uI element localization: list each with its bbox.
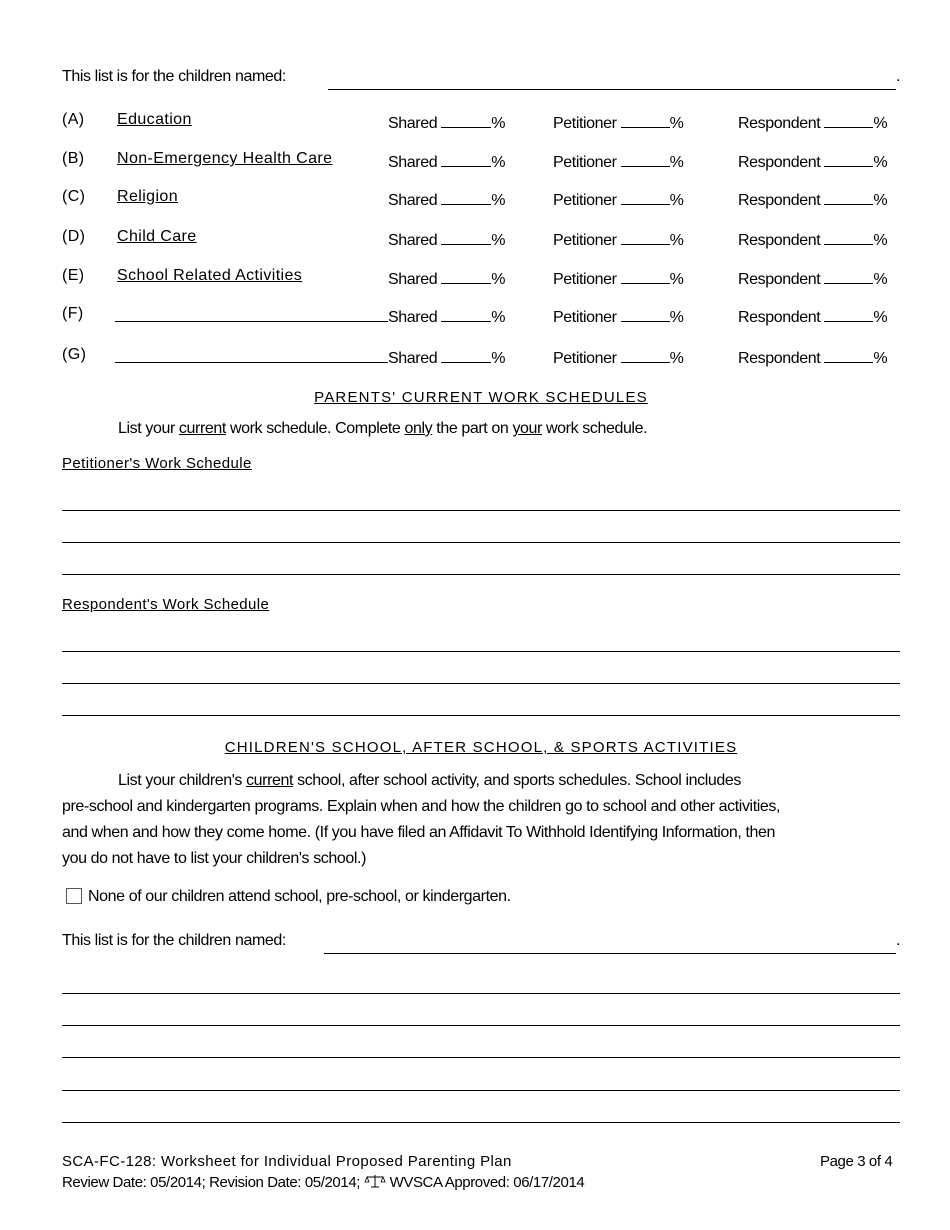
petitioner-percent-field[interactable] — [621, 305, 670, 322]
decision-letter: (A) — [62, 111, 85, 128]
percent-sign: % — [669, 350, 684, 367]
petitioner-label: Petitioner — [553, 154, 617, 171]
shared-group — [388, 111, 505, 133]
shared-percent-field[interactable] — [441, 305, 491, 322]
percent-sign: % — [491, 232, 506, 249]
shared-group — [388, 228, 505, 250]
percent-sign: % — [669, 192, 684, 209]
percent-sign: % — [873, 232, 888, 249]
petitioner-label: Petitioner — [553, 271, 617, 288]
percent-sign: % — [669, 154, 684, 171]
petitioner-percent-field[interactable] — [621, 150, 670, 167]
percent-sign: % — [873, 154, 888, 171]
school-children-named-field[interactable] — [324, 953, 896, 954]
decision-label: School Related Activities — [117, 267, 303, 284]
decision-letter: (G) — [62, 346, 87, 363]
decision-label: Religion — [117, 188, 179, 205]
no-school-checkbox[interactable] — [66, 888, 82, 904]
decision-letter: (F) — [62, 305, 84, 322]
work-schedules-heading: PARENTS' CURRENT WORK SCHEDULES — [314, 389, 648, 406]
decision-label: Non-Emergency Health Care — [117, 150, 333, 167]
respondent-label: Respondent — [738, 309, 821, 326]
petitioner-group — [553, 228, 683, 250]
percent-sign: % — [873, 350, 888, 367]
school-schedule-line[interactable] — [62, 993, 900, 994]
shared-label: Shared — [388, 154, 438, 171]
petitioner-group — [553, 188, 683, 210]
respondent-label: Respondent — [738, 271, 821, 288]
shared-percent-field[interactable] — [441, 150, 491, 167]
petitioner-group — [553, 346, 683, 368]
respondent-group — [738, 188, 887, 210]
no-school-checkbox-label: None of our children attend school, pre-school, or kindergarten. — [88, 888, 511, 905]
school-schedule-line[interactable] — [62, 1090, 900, 1091]
decision-row — [62, 228, 902, 252]
percent-sign: % — [873, 271, 888, 288]
decision-row — [62, 305, 902, 329]
period: . — [896, 932, 901, 949]
work-instructions: List your current work schedule. Complete only the part on your work schedule. — [118, 420, 648, 437]
respondent-percent-field[interactable] — [824, 228, 873, 245]
school-instructions: List your children's current school, after school activity, and sports schedules. School includes pre-school and kindergarten programs. Explain when and how the children go to school and other activities, and when and how they come home. (If you have filed an Affidavit To Withhold Identifying Information, then you do not have to list your children's school.) — [62, 772, 781, 867]
decision-label-field[interactable] — [115, 362, 388, 363]
period: . — [896, 68, 901, 85]
respondent-schedule-label: Respondent's Work Schedule — [62, 596, 270, 613]
respondent-percent-field[interactable] — [824, 150, 873, 167]
children-named-field[interactable] — [328, 89, 896, 90]
shared-label: Shared — [388, 309, 438, 326]
petitioner-group — [553, 150, 683, 172]
shared-group — [388, 267, 505, 289]
petitioner-group — [553, 305, 683, 327]
petitioner-percent-field[interactable] — [621, 188, 670, 205]
respondent-label: Respondent — [738, 192, 821, 209]
children-named-label: This list is for the children named: — [62, 68, 286, 85]
respondent-percent-field[interactable] — [824, 305, 873, 322]
decision-row — [62, 188, 902, 212]
decision-letter: (C) — [62, 188, 86, 205]
petitioner-label: Petitioner — [553, 232, 617, 249]
percent-sign: % — [491, 115, 506, 132]
shared-label: Shared — [388, 192, 438, 209]
respondent-group — [738, 111, 887, 133]
shared-group — [388, 150, 505, 172]
school-schedule-line[interactable] — [62, 1025, 900, 1026]
petitioner-schedule-label: Petitioner's Work Schedule — [62, 455, 252, 472]
respondent-percent-field[interactable] — [824, 188, 873, 205]
footer-form-title: SCA-FC-128: Worksheet for Individual Proposed Parenting Plan — [62, 1153, 512, 1170]
school-children-named-label: This list is for the children named: — [62, 932, 286, 949]
shared-label: Shared — [388, 271, 438, 288]
shared-label: Shared — [388, 350, 438, 367]
petitioner-percent-field[interactable] — [621, 111, 670, 128]
shared-percent-field[interactable] — [441, 111, 491, 128]
respondent-label: Respondent — [738, 350, 821, 367]
respondent-group — [738, 150, 887, 172]
shared-group — [388, 188, 505, 210]
scales-of-justice-icon — [364, 1174, 386, 1188]
school-schedule-line[interactable] — [62, 1057, 900, 1058]
petitioner-percent-field[interactable] — [621, 267, 670, 284]
percent-sign: % — [669, 232, 684, 249]
petitioner-percent-field[interactable] — [621, 228, 670, 245]
school-activities-heading: CHILDREN'S SCHOOL, AFTER SCHOOL, & SPORTS ACTIVITIES — [224, 739, 738, 756]
decision-letter: (E) — [62, 267, 85, 284]
footer-dates: Review Date: 05/2014; Revision Date: 05/2014; WVSCA Approved: 06/17/2014 — [62, 1174, 585, 1191]
shared-percent-field[interactable] — [441, 346, 491, 363]
respondent-schedule-line[interactable] — [62, 651, 900, 652]
shared-group — [388, 305, 505, 327]
shared-group — [388, 346, 505, 368]
decision-row — [62, 267, 902, 291]
petitioner-schedule-line[interactable] — [62, 542, 900, 543]
petitioner-schedule-line[interactable] — [62, 510, 900, 511]
petitioner-label: Petitioner — [553, 309, 617, 326]
percent-sign: % — [491, 192, 506, 209]
decision-label-field[interactable] — [115, 321, 388, 322]
petitioner-group — [553, 267, 683, 289]
shared-percent-field[interactable] — [441, 267, 491, 284]
percent-sign: % — [873, 115, 888, 132]
petitioner-percent-field[interactable] — [621, 346, 670, 363]
decision-row — [62, 150, 902, 174]
petitioner-label: Petitioner — [553, 350, 617, 367]
respondent-group — [738, 228, 887, 250]
decision-label: Child Care — [117, 228, 197, 245]
decision-label: Education — [117, 111, 192, 128]
decision-row — [62, 111, 902, 135]
petitioner-group — [553, 111, 683, 133]
respondent-schedule-line[interactable] — [62, 683, 900, 684]
respondent-percent-field[interactable] — [824, 111, 873, 128]
shared-label: Shared — [388, 115, 438, 132]
percent-sign: % — [873, 192, 888, 209]
decision-row — [62, 346, 902, 370]
percent-sign: % — [491, 350, 506, 367]
respondent-group — [738, 305, 887, 327]
decision-letter: (D) — [62, 228, 86, 245]
decision-letter: (B) — [62, 150, 85, 167]
shared-percent-field[interactable] — [441, 188, 491, 205]
respondent-group — [738, 346, 887, 368]
respondent-label: Respondent — [738, 154, 821, 171]
petitioner-label: Petitioner — [553, 192, 617, 209]
respondent-label: Respondent — [738, 115, 821, 132]
respondent-label: Respondent — [738, 232, 821, 249]
shared-label: Shared — [388, 232, 438, 249]
school-schedule-line[interactable] — [62, 1122, 900, 1123]
footer-page-number: Page 3 of 4 — [820, 1153, 893, 1170]
respondent-group — [738, 267, 887, 289]
percent-sign: % — [491, 154, 506, 171]
percent-sign: % — [669, 271, 684, 288]
respondent-percent-field[interactable] — [824, 346, 873, 363]
petitioner-schedule-line[interactable] — [62, 574, 900, 575]
percent-sign: % — [669, 309, 684, 326]
percent-sign: % — [491, 271, 506, 288]
percent-sign: % — [873, 309, 888, 326]
percent-sign: % — [491, 309, 506, 326]
no-school-option[interactable] — [66, 888, 511, 906]
petitioner-label: Petitioner — [553, 115, 617, 132]
shared-percent-field[interactable] — [441, 228, 491, 245]
percent-sign: % — [669, 115, 684, 132]
respondent-schedule-line[interactable] — [62, 715, 900, 716]
respondent-percent-field[interactable] — [824, 267, 873, 284]
